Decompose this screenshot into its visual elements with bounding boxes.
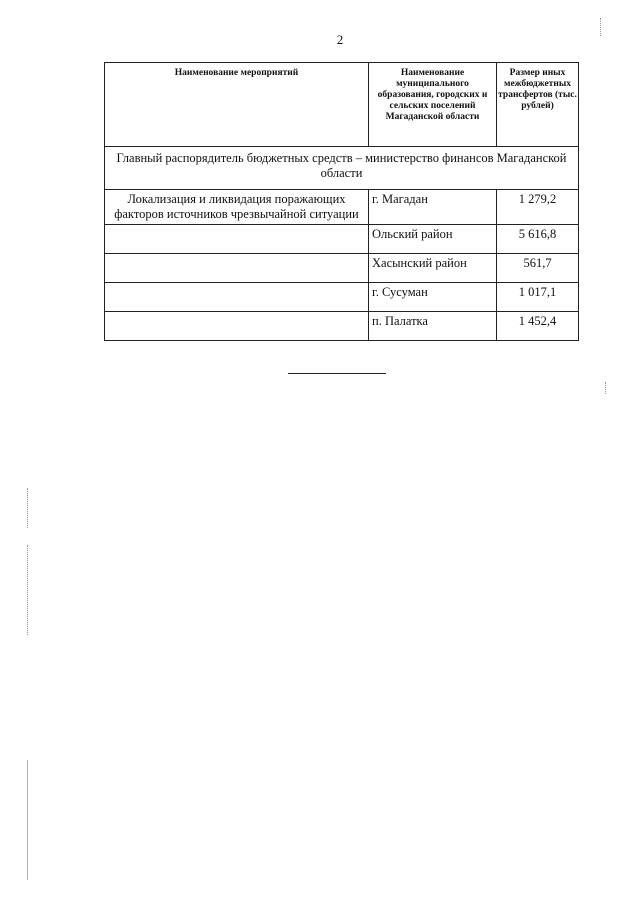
cell-event: Локализация и ликвидация поражающих факторов источников чрезвычайной ситуации xyxy=(105,190,369,225)
header-transfer-amount: Размер иных межбюджетных трансфертов (тыс. рублей) xyxy=(497,63,579,147)
cell-amount: 5 616,8 xyxy=(497,225,579,254)
table-header-row xyxy=(105,63,579,147)
cell-event xyxy=(105,283,369,312)
cell-municipality: Хасынский район xyxy=(369,254,497,283)
header-event-name: Наименование мероприятий xyxy=(105,63,369,147)
scan-artifact xyxy=(600,18,601,36)
table-row xyxy=(105,312,579,341)
table-row xyxy=(105,225,579,254)
section-title: Главный распорядитель бюджетных средств – министерство финансов Магаданской области xyxy=(105,147,579,190)
table-row xyxy=(105,254,579,283)
scan-artifact xyxy=(605,382,606,394)
section-row xyxy=(105,147,579,190)
cell-municipality: г. Сусуман xyxy=(369,283,497,312)
scan-artifact xyxy=(27,760,28,880)
cell-amount: 561,7 xyxy=(497,254,579,283)
transfers-table xyxy=(104,62,579,341)
cell-municipality: г. Магадан xyxy=(369,190,497,225)
header-municipality: Наименование муниципального образования, городских и сельских поселений Магаданской области xyxy=(369,63,497,147)
scan-artifact xyxy=(27,488,28,528)
table-row xyxy=(105,190,579,225)
cell-municipality: Ольский район xyxy=(369,225,497,254)
table-row xyxy=(105,283,579,312)
cell-amount: 1 017,1 xyxy=(497,283,579,312)
cell-event xyxy=(105,312,369,341)
scan-artifact xyxy=(27,545,28,635)
cell-event xyxy=(105,254,369,283)
cell-amount: 1 452,4 xyxy=(497,312,579,341)
page-number: 2 xyxy=(336,32,344,47)
cell-event xyxy=(105,225,369,254)
cell-amount: 1 279,2 xyxy=(497,190,579,225)
end-of-document-rule xyxy=(288,373,386,374)
cell-municipality: п. Палатка xyxy=(369,312,497,341)
